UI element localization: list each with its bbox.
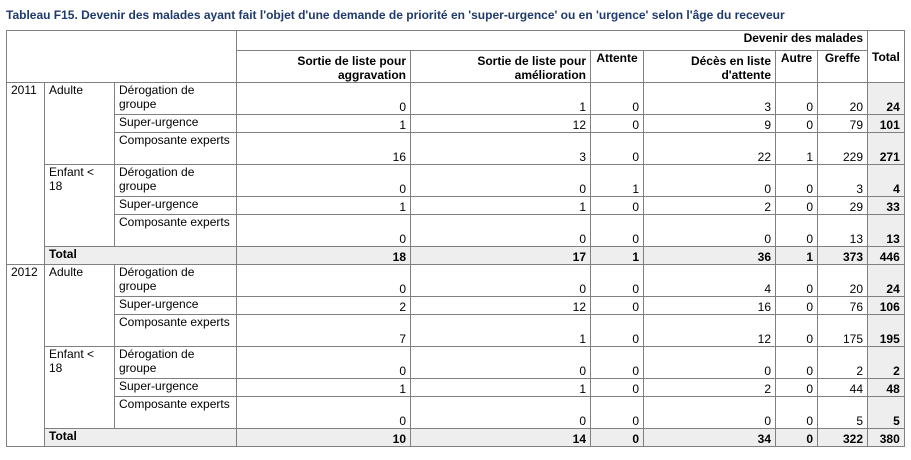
total-value-cell: 0 (591, 429, 644, 447)
value-cell: 1 (237, 197, 411, 215)
total-column-header: Total (868, 31, 905, 83)
table-row (7, 315, 905, 347)
table-row (7, 115, 905, 133)
row-total-cell: 48 (868, 379, 905, 397)
value-cell: 1 (411, 315, 591, 347)
value-cell: 0 (411, 347, 591, 379)
row-label: Composante experts (115, 397, 237, 429)
total-value-cell: 34 (644, 429, 776, 447)
value-cell: 0 (776, 397, 818, 429)
value-cell: 1 (237, 379, 411, 397)
total-row (7, 429, 905, 447)
value-cell: 0 (237, 215, 411, 247)
value-cell: 12 (411, 297, 591, 315)
value-cell: 1 (591, 165, 644, 197)
row-total-cell: 4 (868, 165, 905, 197)
value-cell: 0 (776, 215, 818, 247)
value-cell: 0 (591, 315, 644, 347)
table-row (7, 265, 905, 297)
row-total-cell: 2 (868, 347, 905, 379)
column-header: Greffe (818, 51, 868, 83)
value-cell: 3 (644, 83, 776, 115)
age-group-cell: Enfant < 18 (45, 347, 115, 429)
value-cell: 2 (644, 197, 776, 215)
value-cell: 16 (644, 297, 776, 315)
table-row (7, 215, 905, 247)
table-row (7, 197, 905, 215)
table-row (7, 133, 905, 165)
grand-total-cell: 380 (868, 429, 905, 447)
value-cell: 0 (776, 115, 818, 133)
value-cell: 20 (818, 83, 868, 115)
row-total-cell: 24 (868, 265, 905, 297)
row-label: Super-urgence (115, 297, 237, 315)
value-cell: 0 (237, 265, 411, 297)
year-cell: 2012 (7, 265, 45, 447)
grand-total-cell: 446 (868, 247, 905, 265)
table-row (7, 347, 905, 379)
total-value-cell: 14 (411, 429, 591, 447)
value-cell: 0 (591, 215, 644, 247)
year-cell: 2011 (7, 83, 45, 265)
value-cell: 4 (644, 265, 776, 297)
row-total-cell: 24 (868, 83, 905, 115)
value-cell: 79 (818, 115, 868, 133)
value-cell: 0 (591, 115, 644, 133)
total-value-cell: 10 (237, 429, 411, 447)
value-cell: 0 (237, 397, 411, 429)
value-cell: 3 (411, 133, 591, 165)
table-row (7, 297, 905, 315)
header-corner (7, 31, 237, 83)
value-cell: 0 (644, 347, 776, 379)
value-cell: 3 (818, 165, 868, 197)
value-cell: 0 (591, 265, 644, 297)
total-value-cell: 0 (776, 429, 818, 447)
value-cell: 2 (818, 347, 868, 379)
value-cell: 0 (411, 265, 591, 297)
age-group-cell: Enfant < 18 (45, 165, 115, 247)
value-cell: 20 (818, 265, 868, 297)
value-cell: 12 (644, 315, 776, 347)
value-cell: 1 (411, 197, 591, 215)
row-label: Dérogation de groupe (115, 347, 237, 379)
value-cell: 22 (644, 133, 776, 165)
total-value-cell: 17 (411, 247, 591, 265)
value-cell: 0 (237, 83, 411, 115)
age-group-cell: Adulte (45, 83, 115, 165)
value-cell: 0 (644, 397, 776, 429)
row-total-cell: 101 (868, 115, 905, 133)
value-cell: 44 (818, 379, 868, 397)
value-cell: 0 (411, 165, 591, 197)
value-cell: 76 (818, 297, 868, 315)
row-label: Super-urgence (115, 379, 237, 397)
value-cell: 0 (644, 215, 776, 247)
age-group-cell: Adulte (45, 265, 115, 347)
value-cell: 0 (776, 347, 818, 379)
value-cell: 7 (237, 315, 411, 347)
column-header: Sortie de liste pour aggravation (237, 51, 411, 83)
value-cell: 5 (818, 397, 868, 429)
table-caption: Tableau F15. Devenir des malades ayant fait l'objet d'une demande de priorité en 'super-urgence' ou en 'urgence' selon l'âge du receveur (6, 8, 785, 22)
row-total-cell: 271 (868, 133, 905, 165)
value-cell: 0 (411, 215, 591, 247)
total-label: Total (45, 429, 237, 447)
value-cell: 0 (776, 197, 818, 215)
value-cell: 2 (237, 297, 411, 315)
row-total-cell: 33 (868, 197, 905, 215)
value-cell: 1 (411, 379, 591, 397)
total-value-cell: 373 (818, 247, 868, 265)
total-value-cell: 1 (591, 247, 644, 265)
value-cell: 0 (776, 297, 818, 315)
value-cell: 0 (591, 197, 644, 215)
value-cell: 0 (776, 83, 818, 115)
value-cell: 0 (591, 133, 644, 165)
total-label: Total (45, 247, 237, 265)
table-row (7, 379, 905, 397)
value-cell: 0 (644, 165, 776, 197)
value-cell: 0 (237, 165, 411, 197)
total-value-cell: 322 (818, 429, 868, 447)
table-row (7, 397, 905, 429)
row-total-cell: 195 (868, 315, 905, 347)
value-cell: 229 (818, 133, 868, 165)
total-value-cell: 36 (644, 247, 776, 265)
row-label: Super-urgence (115, 115, 237, 133)
row-label: Dérogation de groupe (115, 83, 237, 115)
value-cell: 12 (411, 115, 591, 133)
group-header: Devenir des malades (237, 31, 868, 51)
table-row (7, 165, 905, 197)
value-cell: 1 (237, 115, 411, 133)
value-cell: 0 (237, 347, 411, 379)
row-total-cell: 13 (868, 215, 905, 247)
row-total-cell: 5 (868, 397, 905, 429)
row-label: Composante experts (115, 315, 237, 347)
row-label: Super-urgence (115, 197, 237, 215)
value-cell: 0 (591, 347, 644, 379)
value-cell: 175 (818, 315, 868, 347)
value-cell: 9 (644, 115, 776, 133)
value-cell: 13 (818, 215, 868, 247)
value-cell: 29 (818, 197, 868, 215)
row-label: Dérogation de groupe (115, 165, 237, 197)
row-label: Composante experts (115, 133, 237, 165)
value-cell: 1 (411, 83, 591, 115)
value-cell: 0 (776, 379, 818, 397)
total-row (7, 247, 905, 265)
value-cell: 0 (591, 297, 644, 315)
priority-outcome-table (6, 30, 905, 447)
value-cell: 0 (776, 265, 818, 297)
value-cell: 0 (776, 165, 818, 197)
table-row (7, 83, 905, 115)
value-cell: 0 (411, 397, 591, 429)
total-value-cell: 18 (237, 247, 411, 265)
value-cell: 2 (644, 379, 776, 397)
value-cell: 1 (776, 133, 818, 165)
value-cell: 0 (591, 397, 644, 429)
row-label: Composante experts (115, 215, 237, 247)
column-header: Autre (776, 51, 818, 83)
column-header: Attente (591, 51, 644, 83)
row-total-cell: 106 (868, 297, 905, 315)
value-cell: 0 (591, 379, 644, 397)
column-header: Décès en liste d'attente (644, 51, 776, 83)
total-value-cell: 1 (776, 247, 818, 265)
value-cell: 16 (237, 133, 411, 165)
column-header: Sortie de liste pour amélioration (411, 51, 591, 83)
row-label: Dérogation de groupe (115, 265, 237, 297)
value-cell: 0 (591, 83, 644, 115)
value-cell: 0 (776, 315, 818, 347)
